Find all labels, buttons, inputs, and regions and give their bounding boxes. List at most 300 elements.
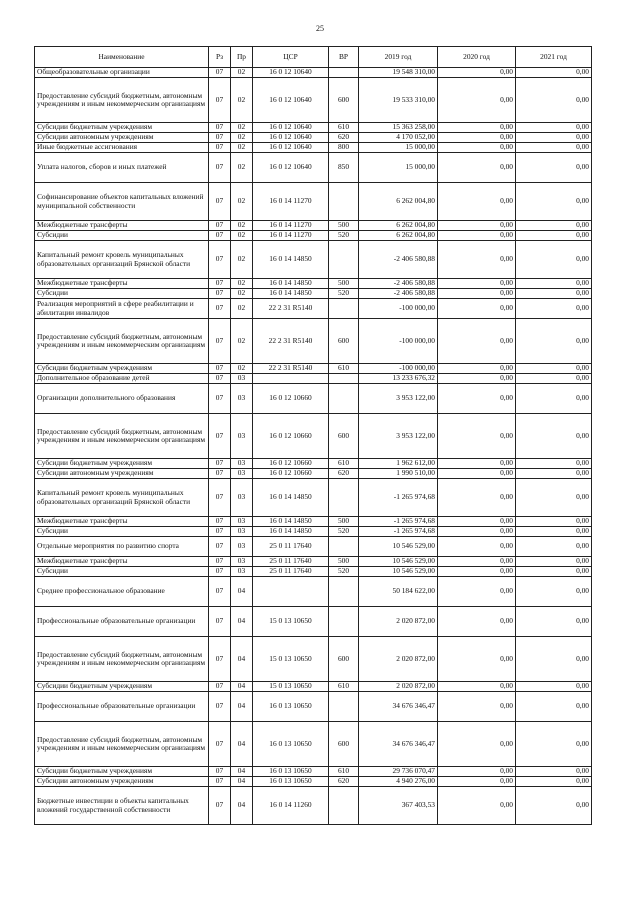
- cell-csr: 16 0 14 14850: [253, 279, 329, 289]
- cell-pr: 03: [231, 567, 253, 577]
- table-row: [35, 78, 592, 123]
- cell-name: Бюджетные инвестиции в объекты капитальных вложений государственной собственности: [35, 787, 209, 825]
- cell-rz: 07: [209, 414, 231, 459]
- column-header-2020: 2020 год: [438, 47, 516, 68]
- column-header-vr: ВР: [329, 47, 359, 68]
- table-row: [35, 183, 592, 221]
- cell-2021: 0,00: [516, 153, 592, 183]
- cell-csr: 16 0 14 11270: [253, 231, 329, 241]
- cell-name: Субсидии автономным учреждениям: [35, 777, 209, 787]
- cell-2020: 0,00: [438, 241, 516, 279]
- cell-2020: 0,00: [438, 364, 516, 374]
- table-body: [35, 68, 592, 825]
- table-row: [35, 682, 592, 692]
- cell-name: Среднее профессиональное образование: [35, 577, 209, 607]
- cell-2019: 4 940 276,00: [359, 777, 438, 787]
- cell-rz: 07: [209, 517, 231, 527]
- cell-csr: 16 0 12 10640: [253, 143, 329, 153]
- cell-2020: 0,00: [438, 78, 516, 123]
- cell-pr: 02: [231, 319, 253, 364]
- cell-vr: 520: [329, 289, 359, 299]
- cell-rz: 07: [209, 289, 231, 299]
- cell-pr: 03: [231, 527, 253, 537]
- cell-pr: 02: [231, 221, 253, 231]
- cell-2021: 0,00: [516, 279, 592, 289]
- cell-2019: 10 546 529,00: [359, 537, 438, 557]
- cell-2019: -1 265 974,68: [359, 479, 438, 517]
- cell-rz: 07: [209, 299, 231, 319]
- cell-2019: -100 000,00: [359, 364, 438, 374]
- cell-2019: 29 736 070,47: [359, 767, 438, 777]
- table-row: [35, 537, 592, 557]
- cell-vr: 610: [329, 364, 359, 374]
- cell-2020: 0,00: [438, 787, 516, 825]
- table-row: [35, 319, 592, 364]
- cell-2020: 0,00: [438, 637, 516, 682]
- cell-name: Межбюджетные трансферты: [35, 279, 209, 289]
- table-row: [35, 787, 592, 825]
- cell-name: Межбюджетные трансферты: [35, 221, 209, 231]
- cell-2020: 0,00: [438, 231, 516, 241]
- cell-2020: 0,00: [438, 577, 516, 607]
- cell-rz: 07: [209, 459, 231, 469]
- cell-pr: 03: [231, 479, 253, 517]
- cell-2019: -2 406 580,88: [359, 279, 438, 289]
- table-row: [35, 374, 592, 384]
- cell-name: Профессиональные образовательные организации: [35, 607, 209, 637]
- table-row: [35, 692, 592, 722]
- cell-name: Субсидии бюджетным учреждениям: [35, 123, 209, 133]
- cell-vr: 610: [329, 682, 359, 692]
- table-row: [35, 299, 592, 319]
- cell-2021: 0,00: [516, 133, 592, 143]
- cell-2021: 0,00: [516, 459, 592, 469]
- cell-name: Капитальный ремонт кровель муниципальных образовательных организаций Брянской области: [35, 241, 209, 279]
- cell-vr: [329, 577, 359, 607]
- cell-csr: 16 0 12 10640: [253, 133, 329, 143]
- cell-name: Субсидии автономным учреждениям: [35, 469, 209, 479]
- cell-rz: 07: [209, 374, 231, 384]
- cell-pr: 04: [231, 682, 253, 692]
- cell-vr: 500: [329, 221, 359, 231]
- cell-2021: 0,00: [516, 479, 592, 517]
- cell-2020: 0,00: [438, 459, 516, 469]
- cell-2019: 19 548 310,00: [359, 68, 438, 78]
- cell-rz: 07: [209, 637, 231, 682]
- cell-2019: 6 262 004,80: [359, 221, 438, 231]
- cell-csr: 16 0 13 10650: [253, 777, 329, 787]
- table-row: [35, 777, 592, 787]
- cell-2020: 0,00: [438, 183, 516, 221]
- cell-2019: 1 962 612,00: [359, 459, 438, 469]
- cell-csr: 16 0 12 10660: [253, 469, 329, 479]
- cell-2021: 0,00: [516, 787, 592, 825]
- cell-csr: 15 0 13 10650: [253, 682, 329, 692]
- cell-name: Дополнительное образование детей: [35, 374, 209, 384]
- cell-2021: 0,00: [516, 607, 592, 637]
- table-row: [35, 241, 592, 279]
- cell-name: Общеобразовательные организации: [35, 68, 209, 78]
- cell-rz: 07: [209, 221, 231, 231]
- cell-2020: 0,00: [438, 221, 516, 231]
- cell-rz: 07: [209, 279, 231, 289]
- cell-csr: [253, 577, 329, 607]
- cell-pr: 02: [231, 279, 253, 289]
- cell-csr: 25 0 11 17640: [253, 537, 329, 557]
- cell-vr: [329, 607, 359, 637]
- cell-2020: 0,00: [438, 374, 516, 384]
- table-row: [35, 607, 592, 637]
- cell-pr: 02: [231, 153, 253, 183]
- cell-2019: -100 000,00: [359, 299, 438, 319]
- cell-2019: 6 262 004,80: [359, 231, 438, 241]
- cell-2021: 0,00: [516, 374, 592, 384]
- cell-rz: 07: [209, 241, 231, 279]
- cell-2019: 34 676 346,47: [359, 692, 438, 722]
- cell-csr: 16 0 12 10660: [253, 459, 329, 469]
- cell-csr: 16 0 14 14850: [253, 527, 329, 537]
- cell-csr: [253, 374, 329, 384]
- cell-2020: 0,00: [438, 153, 516, 183]
- cell-csr: 15 0 13 10650: [253, 637, 329, 682]
- cell-2021: 0,00: [516, 557, 592, 567]
- cell-csr: 16 0 14 11260: [253, 787, 329, 825]
- cell-2021: 0,00: [516, 469, 592, 479]
- cell-rz: 07: [209, 143, 231, 153]
- cell-rz: 07: [209, 123, 231, 133]
- cell-2020: 0,00: [438, 767, 516, 777]
- cell-vr: 850: [329, 153, 359, 183]
- cell-pr: 03: [231, 517, 253, 527]
- cell-name: Организации дополнительного образования: [35, 384, 209, 414]
- cell-2020: 0,00: [438, 722, 516, 767]
- cell-vr: 500: [329, 557, 359, 567]
- cell-2020: 0,00: [438, 143, 516, 153]
- cell-2021: 0,00: [516, 777, 592, 787]
- cell-name: Предоставление субсидий бюджетным, автономным учреждениям и иным некоммерческим организациям: [35, 414, 209, 459]
- cell-rz: 07: [209, 722, 231, 767]
- cell-2020: 0,00: [438, 279, 516, 289]
- cell-2020: 0,00: [438, 607, 516, 637]
- cell-pr: 04: [231, 767, 253, 777]
- cell-rz: 07: [209, 537, 231, 557]
- cell-csr: 16 0 13 10650: [253, 767, 329, 777]
- cell-2019: 1 990 510,00: [359, 469, 438, 479]
- cell-name: Межбюджетные трансферты: [35, 517, 209, 527]
- cell-rz: 07: [209, 364, 231, 374]
- cell-csr: 25 0 11 17640: [253, 567, 329, 577]
- cell-name: Субсидии автономным учреждениям: [35, 133, 209, 143]
- cell-2021: 0,00: [516, 637, 592, 682]
- cell-pr: 02: [231, 299, 253, 319]
- cell-vr: 600: [329, 78, 359, 123]
- cell-2019: 3 953 122,00: [359, 384, 438, 414]
- cell-2019: 34 676 346,47: [359, 722, 438, 767]
- cell-csr: 16 0 14 14850: [253, 241, 329, 279]
- cell-2021: 0,00: [516, 289, 592, 299]
- cell-2019: 2 020 872,00: [359, 607, 438, 637]
- cell-csr: 25 0 11 17640: [253, 557, 329, 567]
- cell-2020: 0,00: [438, 777, 516, 787]
- cell-rz: 07: [209, 231, 231, 241]
- cell-vr: [329, 692, 359, 722]
- table-row: [35, 143, 592, 153]
- cell-2020: 0,00: [438, 319, 516, 364]
- cell-name: Софинансирование объектов капитальных вложений муниципальной собственности: [35, 183, 209, 221]
- cell-2019: 3 953 122,00: [359, 414, 438, 459]
- cell-vr: 610: [329, 123, 359, 133]
- column-header-2021: 2021 год: [516, 47, 592, 68]
- cell-2019: -1 265 974,68: [359, 517, 438, 527]
- cell-pr: 03: [231, 469, 253, 479]
- cell-2019: -2 406 580,88: [359, 241, 438, 279]
- cell-2019: 4 170 052,00: [359, 133, 438, 143]
- cell-rz: 07: [209, 577, 231, 607]
- cell-2020: 0,00: [438, 479, 516, 517]
- cell-name: Иные бюджетные ассигнования: [35, 143, 209, 153]
- table-row: [35, 231, 592, 241]
- cell-name: Отдельные мероприятия по развитию спорта: [35, 537, 209, 557]
- cell-2020: 0,00: [438, 469, 516, 479]
- cell-2020: 0,00: [438, 133, 516, 143]
- cell-pr: 04: [231, 607, 253, 637]
- cell-rz: 07: [209, 777, 231, 787]
- cell-2019: -2 406 580,88: [359, 289, 438, 299]
- cell-pr: 04: [231, 692, 253, 722]
- cell-2021: 0,00: [516, 517, 592, 527]
- table-row: [35, 567, 592, 577]
- cell-pr: 02: [231, 364, 253, 374]
- table-row: [35, 123, 592, 133]
- cell-pr: 02: [231, 289, 253, 299]
- cell-rz: 07: [209, 479, 231, 517]
- cell-pr: 04: [231, 787, 253, 825]
- cell-2021: 0,00: [516, 527, 592, 537]
- cell-rz: 07: [209, 78, 231, 123]
- cell-2021: 0,00: [516, 767, 592, 777]
- cell-vr: 600: [329, 722, 359, 767]
- cell-2020: 0,00: [438, 414, 516, 459]
- cell-name: Капитальный ремонт кровель муниципальных образовательных организаций Брянской области: [35, 479, 209, 517]
- cell-rz: 07: [209, 133, 231, 143]
- cell-vr: 500: [329, 517, 359, 527]
- cell-2021: 0,00: [516, 722, 592, 767]
- cell-2019: 50 184 622,00: [359, 577, 438, 607]
- cell-2019: 10 546 529,00: [359, 557, 438, 567]
- cell-2021: 0,00: [516, 241, 592, 279]
- column-header-csr: ЦСР: [253, 47, 329, 68]
- table-row: [35, 133, 592, 143]
- cell-2021: 0,00: [516, 682, 592, 692]
- cell-vr: [329, 537, 359, 557]
- cell-csr: 16 0 14 11270: [253, 183, 329, 221]
- cell-name: Субсидии: [35, 289, 209, 299]
- cell-name: Субсидии: [35, 231, 209, 241]
- cell-2021: 0,00: [516, 319, 592, 364]
- table-row: [35, 289, 592, 299]
- cell-2020: 0,00: [438, 527, 516, 537]
- cell-pr: 02: [231, 241, 253, 279]
- cell-csr: 16 0 13 10650: [253, 722, 329, 767]
- cell-rz: 07: [209, 469, 231, 479]
- cell-vr: 600: [329, 414, 359, 459]
- cell-pr: 02: [231, 78, 253, 123]
- table-row: [35, 364, 592, 374]
- cell-2019: 19 533 310,00: [359, 78, 438, 123]
- cell-pr: 02: [231, 231, 253, 241]
- cell-csr: 22 2 31 R5140: [253, 319, 329, 364]
- cell-rz: 07: [209, 527, 231, 537]
- cell-vr: [329, 299, 359, 319]
- cell-name: Субсидии бюджетным учреждениям: [35, 364, 209, 374]
- cell-rz: 07: [209, 384, 231, 414]
- cell-vr: [329, 479, 359, 517]
- cell-name: Предоставление субсидий бюджетным, автономным учреждениям и иным некоммерческим организациям: [35, 637, 209, 682]
- cell-rz: 07: [209, 557, 231, 567]
- cell-csr: 16 0 12 10640: [253, 68, 329, 78]
- table-row: [35, 221, 592, 231]
- cell-2020: 0,00: [438, 123, 516, 133]
- cell-pr: 03: [231, 384, 253, 414]
- table-row: [35, 459, 592, 469]
- cell-2021: 0,00: [516, 364, 592, 374]
- cell-2021: 0,00: [516, 123, 592, 133]
- cell-rz: 07: [209, 68, 231, 78]
- cell-rz: 07: [209, 319, 231, 364]
- table-row: [35, 557, 592, 567]
- cell-2020: 0,00: [438, 692, 516, 722]
- cell-pr: 04: [231, 777, 253, 787]
- column-header-rz: Рз: [209, 47, 231, 68]
- cell-vr: 800: [329, 143, 359, 153]
- cell-vr: [329, 68, 359, 78]
- cell-name: Предоставление субсидий бюджетным, автономным учреждениям и иным некоммерческим организациям: [35, 722, 209, 767]
- cell-vr: 520: [329, 567, 359, 577]
- cell-2019: 15 363 258,00: [359, 123, 438, 133]
- cell-pr: 03: [231, 459, 253, 469]
- cell-name: Предоставление субсидий бюджетным, автономным учреждениям и иным некоммерческим организациям: [35, 319, 209, 364]
- table-row: [35, 384, 592, 414]
- cell-name: Субсидии бюджетным учреждениям: [35, 682, 209, 692]
- cell-csr: 16 0 12 10660: [253, 414, 329, 459]
- cell-csr: 22 2 31 R5140: [253, 364, 329, 374]
- cell-2020: 0,00: [438, 682, 516, 692]
- cell-name: Профессиональные образовательные организации: [35, 692, 209, 722]
- cell-vr: [329, 787, 359, 825]
- cell-2019: 15 000,00: [359, 143, 438, 153]
- cell-csr: 16 0 14 14850: [253, 479, 329, 517]
- cell-2021: 0,00: [516, 183, 592, 221]
- table-row: [35, 577, 592, 607]
- cell-2019: 2 020 872,00: [359, 637, 438, 682]
- table-row: [35, 414, 592, 459]
- cell-vr: 610: [329, 767, 359, 777]
- cell-2019: 367 403,53: [359, 787, 438, 825]
- cell-2021: 0,00: [516, 537, 592, 557]
- cell-2020: 0,00: [438, 289, 516, 299]
- cell-2021: 0,00: [516, 221, 592, 231]
- column-header-name: Наименование: [35, 47, 209, 68]
- cell-vr: 620: [329, 133, 359, 143]
- cell-pr: 03: [231, 537, 253, 557]
- cell-csr: 16 0 14 14850: [253, 517, 329, 527]
- table-row: [35, 637, 592, 682]
- cell-name: Субсидии бюджетным учреждениям: [35, 459, 209, 469]
- cell-csr: 16 0 14 14850: [253, 289, 329, 299]
- cell-2019: 10 546 529,00: [359, 567, 438, 577]
- cell-csr: 16 0 12 10640: [253, 153, 329, 183]
- cell-csr: 22 2 31 R5140: [253, 299, 329, 319]
- budget-table: [34, 46, 592, 825]
- cell-2021: 0,00: [516, 567, 592, 577]
- cell-name: Субсидии: [35, 527, 209, 537]
- cell-name: Уплата налогов, сборов и иных платежей: [35, 153, 209, 183]
- cell-rz: 07: [209, 767, 231, 777]
- cell-csr: 15 0 13 10650: [253, 607, 329, 637]
- cell-vr: 620: [329, 469, 359, 479]
- cell-pr: 03: [231, 374, 253, 384]
- table-row: [35, 279, 592, 289]
- cell-2021: 0,00: [516, 143, 592, 153]
- cell-name: Субсидии: [35, 567, 209, 577]
- cell-2020: 0,00: [438, 567, 516, 577]
- cell-pr: 02: [231, 68, 253, 78]
- cell-rz: 07: [209, 567, 231, 577]
- column-header-pr: Пр: [231, 47, 253, 68]
- cell-rz: 07: [209, 607, 231, 637]
- table-row: [35, 527, 592, 537]
- table-row: [35, 469, 592, 479]
- cell-name: Межбюджетные трансферты: [35, 557, 209, 567]
- cell-2021: 0,00: [516, 68, 592, 78]
- table-header-row: [35, 47, 592, 68]
- cell-2020: 0,00: [438, 557, 516, 567]
- table-row: [35, 722, 592, 767]
- cell-2020: 0,00: [438, 537, 516, 557]
- cell-csr: 16 0 12 10660: [253, 384, 329, 414]
- cell-vr: 520: [329, 527, 359, 537]
- cell-vr: 520: [329, 231, 359, 241]
- cell-pr: 02: [231, 133, 253, 143]
- cell-vr: 600: [329, 319, 359, 364]
- cell-rz: 07: [209, 183, 231, 221]
- table-row: [35, 767, 592, 777]
- cell-2019: 13 233 676,32: [359, 374, 438, 384]
- cell-rz: 07: [209, 692, 231, 722]
- cell-2021: 0,00: [516, 299, 592, 319]
- cell-rz: 07: [209, 787, 231, 825]
- cell-pr: 02: [231, 183, 253, 221]
- page-number: 25: [316, 24, 324, 33]
- table-row: [35, 517, 592, 527]
- cell-pr: 02: [231, 123, 253, 133]
- table-row: [35, 153, 592, 183]
- cell-2021: 0,00: [516, 692, 592, 722]
- cell-2020: 0,00: [438, 68, 516, 78]
- cell-vr: [329, 183, 359, 221]
- cell-vr: 610: [329, 459, 359, 469]
- cell-2020: 0,00: [438, 517, 516, 527]
- cell-2021: 0,00: [516, 78, 592, 123]
- cell-name: Субсидии бюджетным учреждениям: [35, 767, 209, 777]
- cell-vr: [329, 384, 359, 414]
- cell-vr: 500: [329, 279, 359, 289]
- cell-2021: 0,00: [516, 231, 592, 241]
- table-row: [35, 68, 592, 78]
- cell-2020: 0,00: [438, 384, 516, 414]
- cell-rz: 07: [209, 682, 231, 692]
- table-row: [35, 479, 592, 517]
